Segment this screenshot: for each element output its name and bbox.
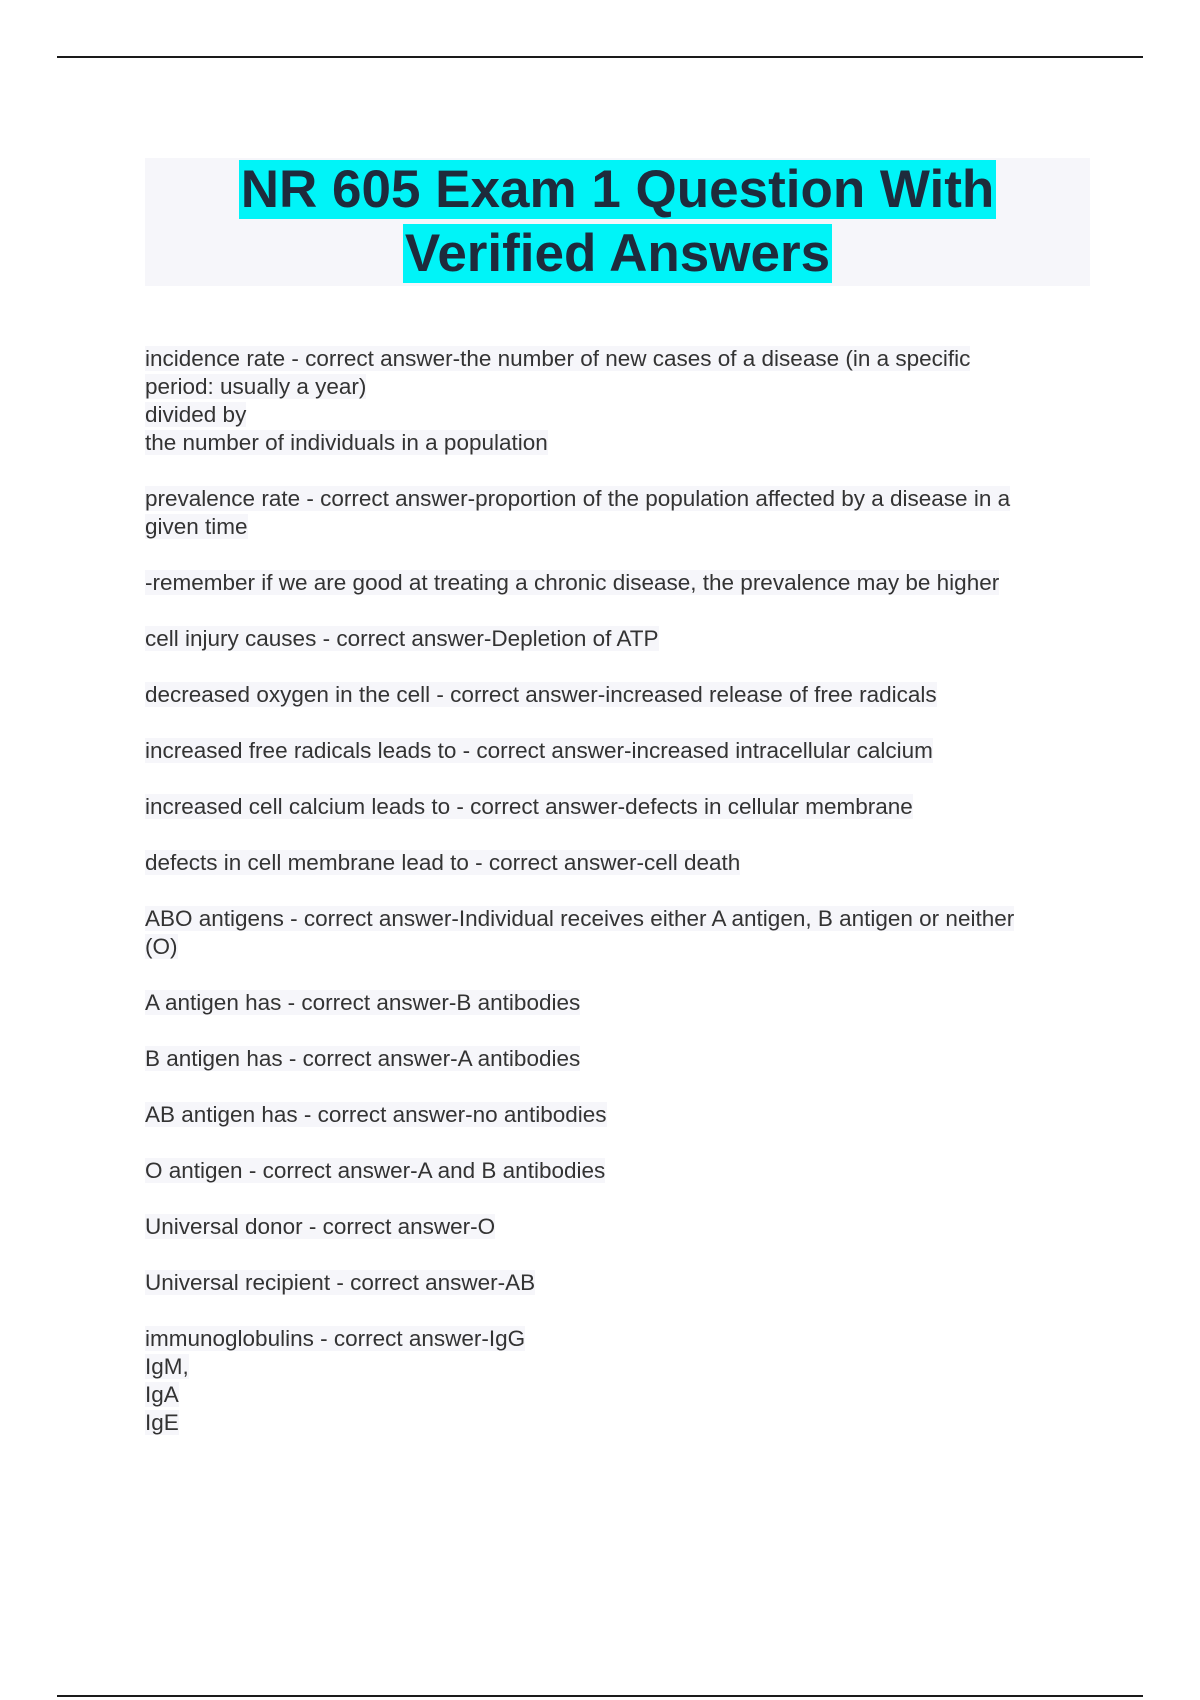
- qa-entry: [145, 793, 1090, 821]
- qa-entry: [145, 1101, 1090, 1129]
- qa-entry-text: AB antigen has - correct answer-no antibodies: [145, 1102, 607, 1127]
- qa-entry-text: B antigen has - correct answer-A antibodies: [145, 1046, 581, 1071]
- qa-entry-text: prevalence rate - correct answer-proportion of the population affected by a disease in a given time: [145, 486, 1011, 539]
- qa-entry-text: cell injury causes - correct answer-Depletion of ATP: [145, 626, 659, 651]
- qa-entry-text: incidence rate - correct answer-the number of new cases of a disease (in a specific period: usually a year) divided by the number of individuals in a population: [145, 346, 971, 455]
- qa-entry-text: ABO antigens - correct answer-Individual receives either A antigen, B antigen or neither (O): [145, 906, 1015, 959]
- qa-entry: [145, 989, 1090, 1017]
- qa-entry-text: immunoglobulins - correct answer-IgG IgM, IgA IgE: [145, 1326, 526, 1435]
- qa-entry-text: A antigen has - correct answer-B antibodies: [145, 990, 581, 1015]
- qa-entry: [145, 1325, 1090, 1437]
- qa-entry-text: decreased oxygen in the cell - correct answer-increased release of free radicals: [145, 682, 937, 707]
- qa-entry-text: defects in cell membrane lead to - correct answer-cell death: [145, 850, 741, 875]
- qa-entry: [145, 849, 1090, 877]
- qa-entry-text: O antigen - correct answer-A and B antibodies: [145, 1158, 606, 1183]
- qa-entry: [145, 1213, 1090, 1241]
- document-title: [145, 158, 1090, 286]
- qa-entry: [145, 625, 1090, 653]
- qa-entry: [145, 681, 1090, 709]
- qa-entry-text: -remember if we are good at treating a chronic disease, the prevalence may be higher: [145, 570, 1000, 595]
- title-line-1: NR 605 Exam 1 Question With: [240, 160, 995, 219]
- qa-list: [145, 345, 1090, 1465]
- top-rule: [57, 56, 1143, 58]
- qa-entry-text: Universal recipient - correct answer-AB: [145, 1270, 536, 1295]
- title-line-2: Verified Answers: [404, 224, 831, 283]
- qa-entry: [145, 737, 1090, 765]
- title-box: [145, 158, 1090, 286]
- bottom-rule: [57, 1695, 1143, 1697]
- qa-entry: [145, 1269, 1090, 1297]
- qa-entry: [145, 569, 1090, 597]
- qa-entry-text: increased cell calcium leads to - correct answer-defects in cellular membrane: [145, 794, 913, 819]
- qa-entry: [145, 1045, 1090, 1073]
- qa-entry: [145, 345, 1090, 457]
- qa-entry-text: increased free radicals leads to - correct answer-increased intracellular calcium: [145, 738, 933, 763]
- qa-entry: [145, 905, 1090, 961]
- qa-entry: [145, 1157, 1090, 1185]
- qa-entry: [145, 485, 1090, 541]
- qa-entry-text: Universal donor - correct answer-O: [145, 1214, 496, 1239]
